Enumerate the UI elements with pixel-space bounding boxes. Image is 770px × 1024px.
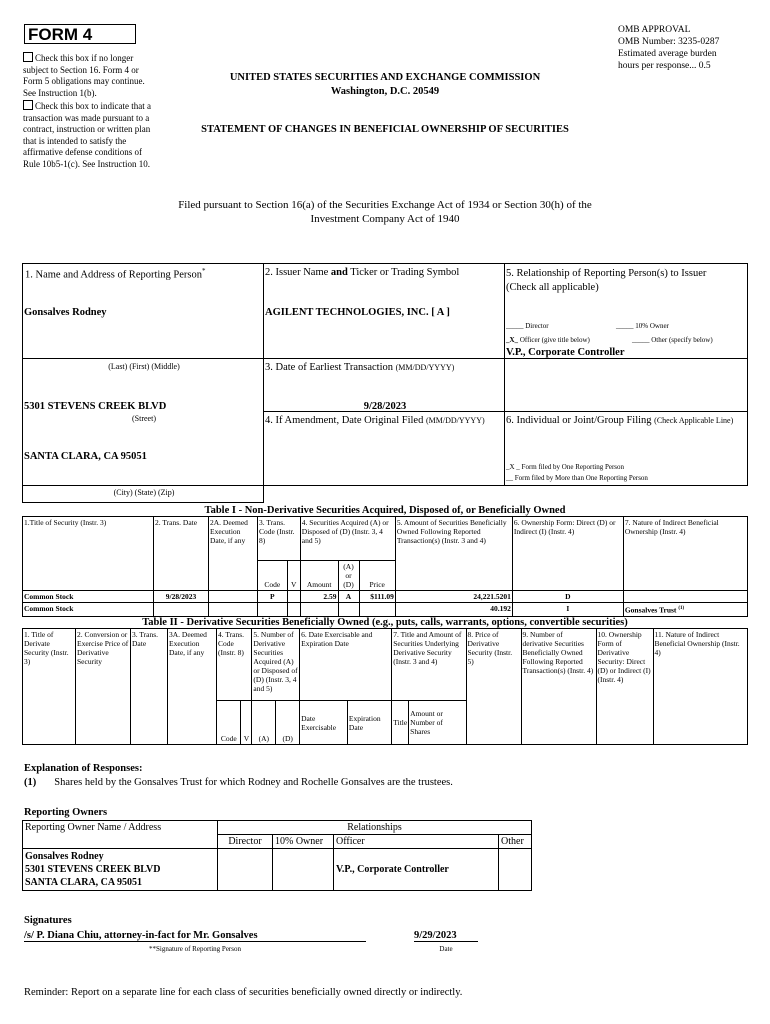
section-16-checkbox[interactable] [23,52,33,62]
signature-caption: **Signature of Reporting Person [149,945,241,953]
box1-label-mark: * [202,267,206,275]
t1-amount-h: Amount [300,561,338,591]
t1-h7: 7. Nature of Indirect Beneficial Ownership (Instr. 4) [623,517,747,591]
form-title: FORM 4 [24,24,136,44]
t1-r0-code: P [258,591,288,603]
officer-title: V.P., Corporate Controller [506,347,625,358]
t2-h3: 3. Trans. Date [131,629,168,745]
t1-price-h: Price [359,561,395,591]
reminder: Reminder: Report on a separate line for each class of securities beneficially owned directly or indirectly. [24,987,463,998]
t1-r0-aord: A [338,591,359,603]
ten-pct-option: _____ 10% Owner [616,322,669,330]
t1-h2a: 2A. Deemed Execution Date, if any [209,517,258,591]
box2-label [265,267,459,278]
ro-col-rel: Relationships [218,821,532,835]
box2-label-and: and [330,267,348,278]
explanation-note [24,777,453,788]
t2-h5: 5. Number of Derivative Securities Acquired (A) or Disposed of (D) (Instr. 3, 4 and 5) [252,629,300,701]
t2-h4: 4. Trans. Code (Instr. 8) [217,629,252,701]
ro-owner-street: 5301 STEVENS CREEK BLVD [25,864,161,875]
name-caption: (Last) (First) (Middle) [108,362,180,371]
t1-h1: 1.Title of Security (Instr. 3) [23,517,154,591]
table-row [23,591,748,603]
t1-h5: 5. Amount of Securities Beneficially Owned Following Reported Transaction(s) (Instr. 3 and 4) [395,517,512,591]
officer-option-text: Officer (give title below) [519,336,590,344]
t1-r1-amount [300,603,338,617]
t1-v-h: V [287,561,300,591]
t2-exp-date-h: Expiration Date [347,701,391,745]
ro-officer: Officer [334,835,499,849]
box4-label-text: 4. If Amendment, Date Original Filed [265,415,424,426]
filed-pursuant [120,198,650,226]
signer: /s/ P. Diana Chiu, attorney-in-fact for Mr. Gonsalves [24,930,366,942]
ro-other: Other [499,835,532,849]
checkbox-section-16 [23,52,151,99]
omb-line2: OMB Number: 3235-0287 [618,37,720,47]
omb-line1: OMB APPROVAL [618,25,691,35]
t1-r1-form: I [512,603,623,617]
note-text: Shares held by the Gonsalves Trust for which Rodney and Rochelle Gonsalves are the trustees. [54,777,453,788]
box6-label-text: 6. Individual or Joint/Group Filing [506,415,652,426]
t1-r1-nature-mark: (1) [678,606,685,611]
reporting-owners-heading: Reporting Owners [24,807,108,818]
explanation-heading: Explanation of Responses: [24,763,143,774]
table1 [22,516,748,617]
officer-option [506,336,590,345]
ro-owner [23,849,218,891]
t1-r0-owned: 24,221.5201 [395,591,512,603]
t1-r0-form: D [512,591,623,603]
statement-title: STATEMENT OF CHANGES IN BENEFICIAL OWNERSHIP OF SECURITIES [201,124,569,135]
box1-label-text: 1. Name and Address of Reporting Person [25,269,203,281]
box2-label-a: 2. Issuer Name [265,267,331,278]
agency-location: Washington, D.C. 20549 [330,86,440,97]
table2 [22,628,748,745]
rule-10b5-text: Check this box to indicate that a transaction was made pursuant to a contract, instruction or written plan that is intended to satisfy the affirmative defense conditions of Rule 10b5-1(c). See Instruction 10. [23,101,151,169]
t1-r0-v [287,591,300,603]
ro-ten-pct: 10% Owner [273,835,334,849]
box4-label-small: (MM/DD/YYYY) [425,416,485,425]
t1-r1-code [258,603,288,617]
t1-r0-nature [623,591,747,603]
director-option: _____ Director [506,322,549,330]
filed-pursuant-line1: Filed pursuant to Section 16(a) of the Securities Exchange Act of 1934 or Section 30(h) of the [178,199,592,211]
t1-h6: 6. Ownership Form: Direct (D) or Indirect (I) (Instr. 4) [512,517,623,591]
box3-label [265,362,454,373]
filing-option-one: _X _ Form filed by One Reporting Person [506,463,625,471]
table1-title: Table I - Non-Derivative Securities Acquired, Disposed of, or Beneficially Owned [204,505,566,516]
box6-label [506,415,746,427]
reporting-owners-table [22,820,532,891]
note-number: (1) [24,777,37,788]
filed-pursuant-line2: Investment Company Act of 1940 [310,213,460,225]
t2-h10: 10. Ownership Form of Derivative Security: Direct (D) or Indirect (I) (Instr. 4) [596,629,653,745]
table-row [23,603,748,617]
t1-code-h: Code [258,561,288,591]
omb-line3: Estimated average burden [618,49,717,59]
t1-r0-price: $111.09 [359,591,395,603]
box5-label-line1: 5. Relationship of Reporting Person(s) to Issuer [506,268,707,279]
t1-r1-nature-cell [623,603,747,617]
box5-label [506,267,706,295]
box6-label-small: (Check Applicable Line) [654,416,734,425]
city-caption: (City) (State) (Zip) [113,488,175,497]
t1-h4: 4. Securities Acquired (A) or Disposed of (D) (Instr. 3, 4 and 5) [300,517,395,561]
reporting-person-street: 5301 STEVENS CREEK BLVD [24,401,167,412]
t1-h2: 2. Trans. Date [154,517,209,591]
box2-label-b: Ticker or Trading Symbol [347,267,460,278]
t1-r0-amount: 2.59 [300,591,338,603]
omb-approval [618,24,758,72]
t1-r1-owned: 40.192 [395,603,512,617]
filing-option-more: __ Form filed by More than One Reporting Person [506,474,648,482]
t2-h1: 1. Title of Derivate Security (Instr. 3) [23,629,76,745]
box5-label-line2: (Check all applicable) [506,282,599,293]
t1-r1-price [359,603,395,617]
ro-owner-name: Gonsalves Rodney [25,851,104,862]
t1-r1-v [287,603,300,617]
t2-title-h: Title [392,701,409,745]
signatures-heading: Signatures [24,915,72,926]
t1-aord-h: (A) or (D) [338,561,359,591]
t2-h3a: 3A. Deemed Execution Date, if any [168,629,217,745]
ro-officer-value: V.P., Corporate Controller [334,849,499,891]
t1-r1-title: Common Stock [23,603,154,617]
issuer-name: AGILENT TECHNOLOGIES, INC. [ A ] [265,307,450,318]
section-16-text: Check this box if no longer subject to Section 16. Form 4 or Form 5 obligations may continue. See Instruction 1(b). [23,53,145,98]
agency-name: UNITED STATES SECURITIES AND EXCHANGE COMMISSION [229,72,541,83]
ro-owner-city: SANTA CLARA, CA 95051 [25,877,143,888]
t2-h11: 11. Nature of Indirect Beneficial Ownership (Instr. 4) [653,629,748,745]
street-caption: (Street) [132,414,156,423]
table-row [23,849,532,891]
t2-d-h: (D) [276,701,300,745]
omb-line4: hours per response... 0.5 [618,61,711,71]
t1-r1-nature: Gonsalves Trust [624,605,677,615]
officer-mark: _X_ [506,336,519,344]
t2-date-ex-h: Date Exercisable [300,701,348,745]
ro-director: Director [218,835,273,849]
other-option: _____ Other (specify below) [632,336,713,344]
t2-a-h: (A) [252,701,276,745]
rule-10b5-checkbox[interactable] [23,100,33,110]
box3-label-text: 3. Date of Earliest Transaction [265,362,394,373]
t2-v-h: V [241,701,252,745]
t1-h3: 3. Trans. Code (Instr. 8) [258,517,301,561]
box4-label [265,415,485,426]
t2-amount-h: Amount or Number of Shares [409,701,466,745]
t2-h6: 6. Date Exercisable and Expiration Date [300,629,392,701]
earliest-transaction-date: 9/28/2023 [363,401,407,412]
table2-title: Table II - Derivative Securities Beneficially Owned (e.g., puts, calls, warrants, options, convertible securities) [142,617,628,628]
t2-code-h: Code [217,701,241,745]
reporting-person-name: Gonsalves Rodney [24,307,107,318]
box3-label-small: (MM/DD/YYYY) [395,363,455,372]
t2-h2: 2. Conversion or Exercise Price of Derivative Security [76,629,131,745]
reporting-person-city: SANTA CLARA, CA 95051 [24,451,147,462]
signature-date: 9/29/2023 [414,930,478,942]
t1-r0-title: Common Stock [23,591,154,603]
t2-h9: 9. Number of derivative Securities Beneficially Owned Following Reported Transaction(s) (Instr. 4) [521,629,596,745]
checkbox-rule-10b5 [23,100,151,170]
t1-r1-deemed [209,603,258,617]
t1-r0-date: 9/28/2023 [154,591,209,603]
t1-r1-aord [338,603,359,617]
t1-r1-date [154,603,209,617]
t1-r0-deemed [209,591,258,603]
t2-h7: 7. Title and Amount of Securities Underlying Derivative Security (Instr. 3 and 4) [392,629,466,701]
date-caption: Date [439,945,453,953]
box1-label [25,267,206,281]
ro-col-name: Reporting Owner Name / Address [23,821,218,849]
t2-h8: 8. Price of Derivative Security (Instr. 5) [466,629,521,745]
